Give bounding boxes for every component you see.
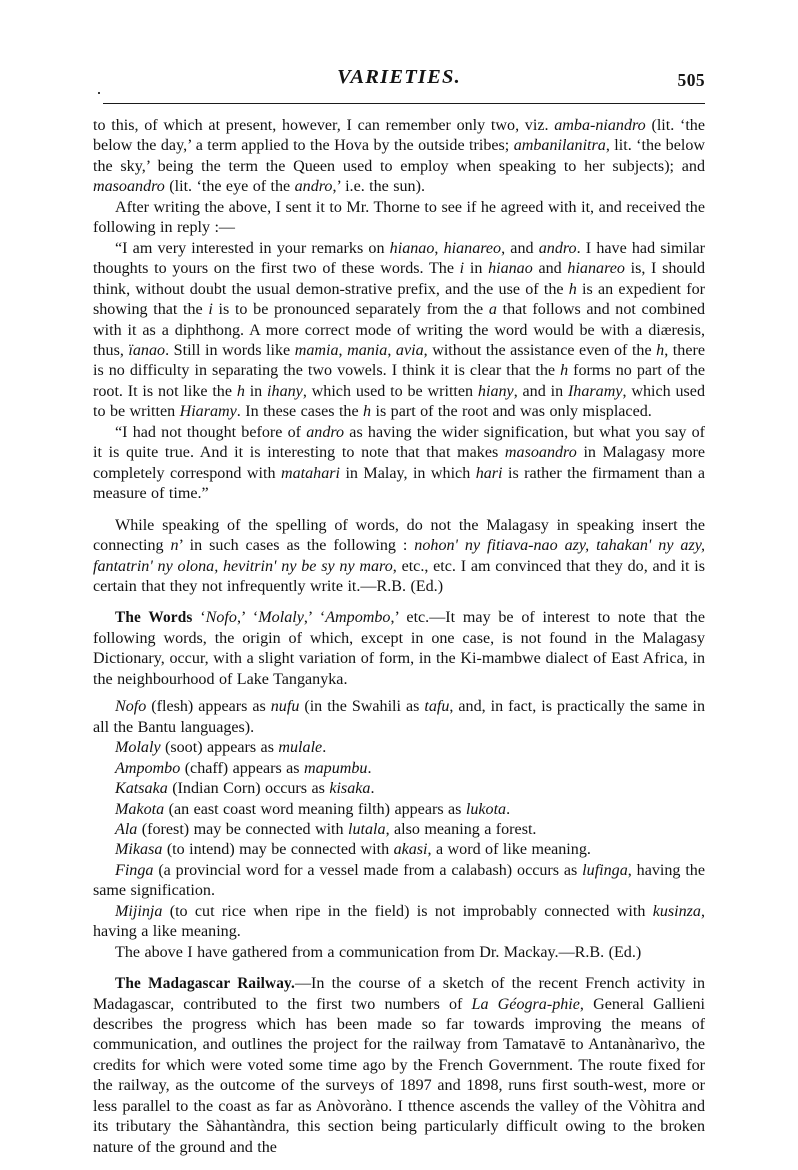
paragraph-mackay-attribution [93, 943, 705, 963]
text-run: ,’ ‘ [236, 609, 259, 627]
text-run: , and, in fact, is practically the same in all the Bantu languages). [93, 698, 705, 736]
text-run: (in the Swahili as [299, 698, 425, 716]
italic-term: matahari [280, 464, 340, 482]
italic-term: Nofo [205, 609, 237, 627]
running-head-title: VARIETIES. [337, 66, 461, 88]
text-run: is rather the firmament than a measure of time.” [93, 464, 706, 503]
text-run: While speaking of the spelling of words, do not the Malagasy in speaking insert the connecting [93, 516, 705, 555]
paragraph-connecting-n [93, 516, 705, 598]
text-run: , which used to be written [302, 382, 478, 400]
italic-term: andro [306, 423, 345, 441]
italic-term: h [363, 403, 372, 421]
text-run: (Indian Corn) occurs as [167, 780, 330, 798]
italic-example-phrases: nohon' ny fitiava-nao azy, tahakan' ny azy, fantatrin' ny olona, hevitrin' ny be sy ny maro [93, 537, 706, 575]
text-run: , General Gallieni describes the progress which has been made so far towards improving the means of communication, and outlines the project for the railway from Tamatavē to Antanànarìvo, the credits for which were voted some time ago by the French Government. The route fixed for the railway, as the outcome of the surveys of 1897 and 1898, runs first south-west, more or less parallel to the coast as far as Anòvoràno. I tthence ascends the valley of the Vòhitra and its tributary the Sàhantàndra, this section being particularly difficult owing to the broken nature of the ground and the [93, 995, 705, 1156]
text-run: (to cut rice when ripe in the field) is not improbably connected with [162, 902, 653, 920]
italic-term: hiany [477, 382, 514, 400]
italic-term: mulale [278, 739, 323, 757]
text-run: , which used to be written [93, 382, 705, 421]
text-run: , and in [513, 382, 568, 400]
italic-term: andro [294, 178, 333, 196]
italic-term: masoandro [93, 178, 165, 196]
text-run: ,’ etc.—It may be of interest to note that the following words, the origin of which, except in one case, is not found in the Malagasy Dictionary, occur, with a slight variation of form, in the Ki-mambwe dialect of East Africa, in the neighbourhood of Lake Tanganyka. [93, 609, 705, 688]
text-run: After writing the above, I sent it to Mr. Thorne to see if he agreed with it, and received the following in reply :— [93, 198, 705, 237]
text-run: ,’ i.e. the sun). [332, 178, 425, 196]
text-run: forms no part of the root. It is not like the [93, 362, 705, 400]
italic-term: hianareo [567, 260, 625, 278]
text-run: (lit. ‘the below the day,’ a term applied to the Hova by the outside tribes; [93, 117, 705, 155]
italic-term: hianareo [443, 239, 502, 257]
italic-term: Molaly [258, 609, 304, 627]
entry-katsaka [93, 779, 705, 799]
entry-headword: Molaly [115, 739, 161, 757]
italic-term: mamia [294, 341, 339, 359]
entry-ala [93, 820, 705, 840]
text-run: . [367, 759, 372, 777]
entry-headword: Mijinja [115, 902, 163, 920]
italic-term: hianao [488, 260, 533, 278]
italic-term: h [568, 280, 577, 298]
italic-term: Ampombo [325, 609, 391, 627]
entry-mikasa [93, 840, 705, 860]
text-run: to this, of which at present, however, I can remember only two, viz. [93, 117, 555, 134]
text-run: , without the assistance even of the [423, 341, 657, 359]
italic-term: i [459, 260, 465, 278]
text-run: as having the wider signification, but what you say of it is quite true. And it is interesting to note that that makes [93, 423, 705, 462]
text-column [93, 116, 705, 1158]
text-run: in [464, 260, 489, 278]
text-run: “I had not thought before of [115, 423, 307, 441]
text-run: that follows and not combined with it as a diphthong. A more correct mode of writing the word would be with a diæresis, thus, [93, 301, 706, 359]
section-heading-the-words: The Words [115, 609, 193, 627]
paragraph-thorne-letter-intro [93, 198, 705, 239]
section-madagascar-railway [93, 974, 705, 1158]
italic-term: n [170, 537, 179, 555]
scan-speck [98, 92, 100, 94]
italic-term: ambanilanitra [513, 137, 606, 155]
text-run: , [387, 341, 396, 359]
italic-term: mapumbu [304, 759, 368, 777]
text-run: . [322, 739, 327, 757]
paragraph-amba-niandro [93, 116, 705, 198]
text-run: and [532, 260, 568, 278]
text-run: in [244, 382, 268, 400]
text-run: . [506, 800, 511, 818]
text-run: in Malay, in which [340, 464, 476, 482]
entry-headword: Finga [115, 861, 154, 879]
italic-term: ïanao [128, 341, 166, 359]
text-run: . I have had similar thoughts to yours on the first two of these words. The [93, 239, 705, 278]
italic-term: andro [538, 239, 577, 257]
italic-publication-title: La Géogra-phie [471, 995, 580, 1013]
text-run: (an east coast word meaning filth) appears as [164, 800, 466, 818]
italic-term: lukota [465, 800, 507, 818]
italic-term: lutala [348, 820, 386, 838]
italic-term: kusinza [652, 902, 701, 920]
entry-headword: Nofo [115, 698, 147, 716]
paragraph-quoted-reply-2 [93, 423, 705, 505]
italic-term: nufu [270, 698, 300, 716]
italic-term: amba- [554, 117, 596, 134]
page-number: 505 [677, 70, 705, 90]
text-run: , lit. ‘the below the sky,’ being the term the Queen used to employ when speaking to her subjects); and [93, 137, 705, 175]
text-run: , there is no difficulty in separating the two vowels. I think it is clear that the [93, 341, 705, 380]
text-run: ,’ ‘ [303, 609, 326, 627]
italic-term: ihany [267, 382, 303, 400]
text-run: , a word of like meaning. [427, 841, 591, 859]
text-run: (lit. ‘the eye of the [164, 178, 295, 196]
text-run: , [338, 341, 348, 359]
text-run: “I am very interested in your remarks on [115, 239, 390, 257]
italic-term: Hiaramy [179, 403, 237, 421]
italic-term: h [236, 382, 245, 400]
text-run: , having a like meaning. [93, 902, 705, 941]
entry-headword: Mikasa [115, 841, 163, 859]
text-run: . Still in words like [165, 341, 295, 359]
italic-term: hianao [389, 239, 435, 257]
text-run: , etc., etc. I am convinced that they do, and it is certain that they not infrequently write it.—R.B. (Ed.) [93, 557, 705, 595]
text-run: (a provincial word for a vessel made from a calabash) occurs as [153, 861, 583, 879]
header-rule [103, 103, 705, 104]
entry-headword: Ala [115, 820, 138, 838]
text-run: is, I should think, without doubt the usual demon-strative prefix, and the use of the [93, 260, 706, 298]
text-run: . In these cases the [236, 403, 364, 421]
section-the-words [93, 608, 705, 690]
entry-finga [93, 861, 705, 902]
text-run: is to be pronounced separately from the [212, 301, 489, 319]
text-run: , [434, 239, 444, 257]
italic-term: hari [475, 464, 503, 482]
text-run: ’ in such cases as the following : [178, 537, 415, 555]
text-run: ‘ [192, 609, 206, 627]
italic-term: i [208, 301, 213, 319]
text-run: in Malagasy more completely correspond with [93, 444, 705, 482]
entry-ampombo [93, 759, 705, 779]
text-run: —In the course of a sketch of the recent French activity in Madagascar, contributed to the first two numbers of [93, 975, 705, 1013]
entry-headword: Katsaka [115, 780, 168, 798]
text-run: (forest) may be connected with [137, 820, 349, 838]
text-run: The above I have gathered from a communication from Dr. Mackay.—R.B. (Ed.) [115, 943, 642, 961]
text-run: (to intend) may be connected with [162, 841, 394, 859]
italic-term: h [560, 362, 569, 380]
entry-headword: Makota [115, 800, 165, 818]
text-run: , having the same signification. [93, 861, 705, 900]
italic-term: tafu [424, 698, 450, 716]
italic-term: lufinga [582, 861, 628, 879]
entry-makota [93, 800, 705, 820]
text-run: (flesh) appears as [146, 698, 271, 716]
entry-nofo [93, 697, 705, 738]
italic-term: niandro [595, 117, 646, 134]
italic-term: h [656, 341, 665, 359]
text-run: is part of the root and was only misplaced. [371, 403, 652, 421]
text-run: , and [501, 239, 539, 257]
paragraph-quoted-reply-1 [93, 239, 705, 423]
italic-term: Iharamy [567, 382, 623, 400]
entry-molaly [93, 738, 705, 758]
text-run: . [370, 780, 375, 798]
text-run: (chaff) appears as [180, 759, 304, 777]
entry-headword: Ampombo [115, 759, 181, 777]
text-run: is an expedient for showing that the [93, 280, 705, 319]
section-heading-madagascar-railway: The Madagascar Railway. [115, 975, 295, 993]
italic-term: a [488, 301, 497, 319]
text-run: , also meaning a forest. [385, 820, 537, 838]
italic-term: kisaka [329, 780, 371, 798]
running-head [93, 66, 705, 100]
text-run: (soot) appears as [160, 739, 279, 757]
italic-term: masoandro [504, 444, 577, 462]
italic-term: akasi [393, 841, 428, 859]
entry-mijinja [93, 902, 705, 943]
italic-term: mania [347, 341, 388, 359]
italic-term: avia [395, 341, 424, 359]
